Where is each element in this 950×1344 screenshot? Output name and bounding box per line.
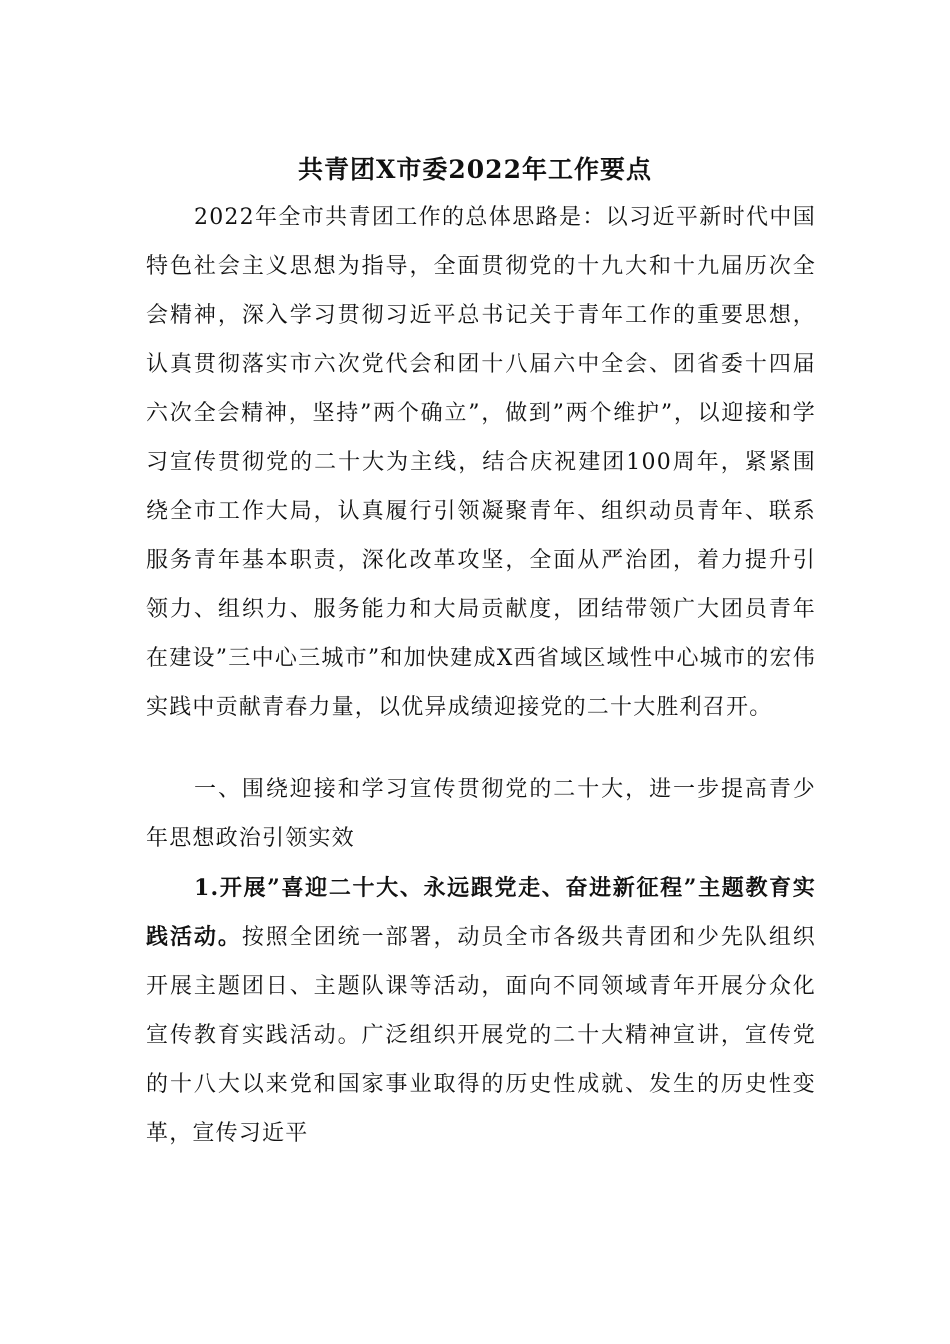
paragraph-item-1 bbox=[146, 864, 816, 1158]
item-1-title: 1.开展”喜迎二十大、永远跟党走、奋进新征程”主题教育实践活动。 bbox=[146, 875, 816, 950]
document-title: 共青团X市委2022年工作要点 bbox=[298, 155, 652, 184]
item-1-body: 按照全团统一部署，动员全市各级共青团和少先队组织开展主题团日、主题队课等活动，面向不同领域青年开展分众化宣传教育实践活动。广泛组织开展党的二十大精神宣讲，宣传党的十八大以来党和国家事业取得的历史性成就、发生的历史性变革，宣传习近平 bbox=[146, 925, 816, 1146]
section-heading-1: 一、围绕迎接和学习宣传贯彻党的二十大，进一步提高青少年思想政治引领实效 bbox=[146, 777, 816, 851]
paragraph-overall-approach: 2022年全市共青团工作的总体思路是：以习近平新时代中国特色社会主义思想为指导，全面贯彻党的十九大和十九届历次全会精神，深入学习贯彻习近平总书记关于青年工作的重要思想，认真贯彻落实市六次党代会和团十八届六中全会、团省委十四届六次全会精神，坚持”两个确立”，做到”两个维护”，以迎接和学习宣传贯彻党的二十大为主线，结合庆祝建团100周年，紧紧围绕全市工作大局，认真履行引领凝聚青年、组织动员青年、联系服务青年基本职责，深化改革攻坚，全面从严治团，着力提升引领力、组织力、服务能力和大局贡献度，团结带领广大团员青年在建设”三中心三城市”和加快建成X西省域区域性中心城市的宏伟实践中贡献青春力量，以优异成绩迎接党的二十大胜利召开。 bbox=[146, 205, 816, 720]
